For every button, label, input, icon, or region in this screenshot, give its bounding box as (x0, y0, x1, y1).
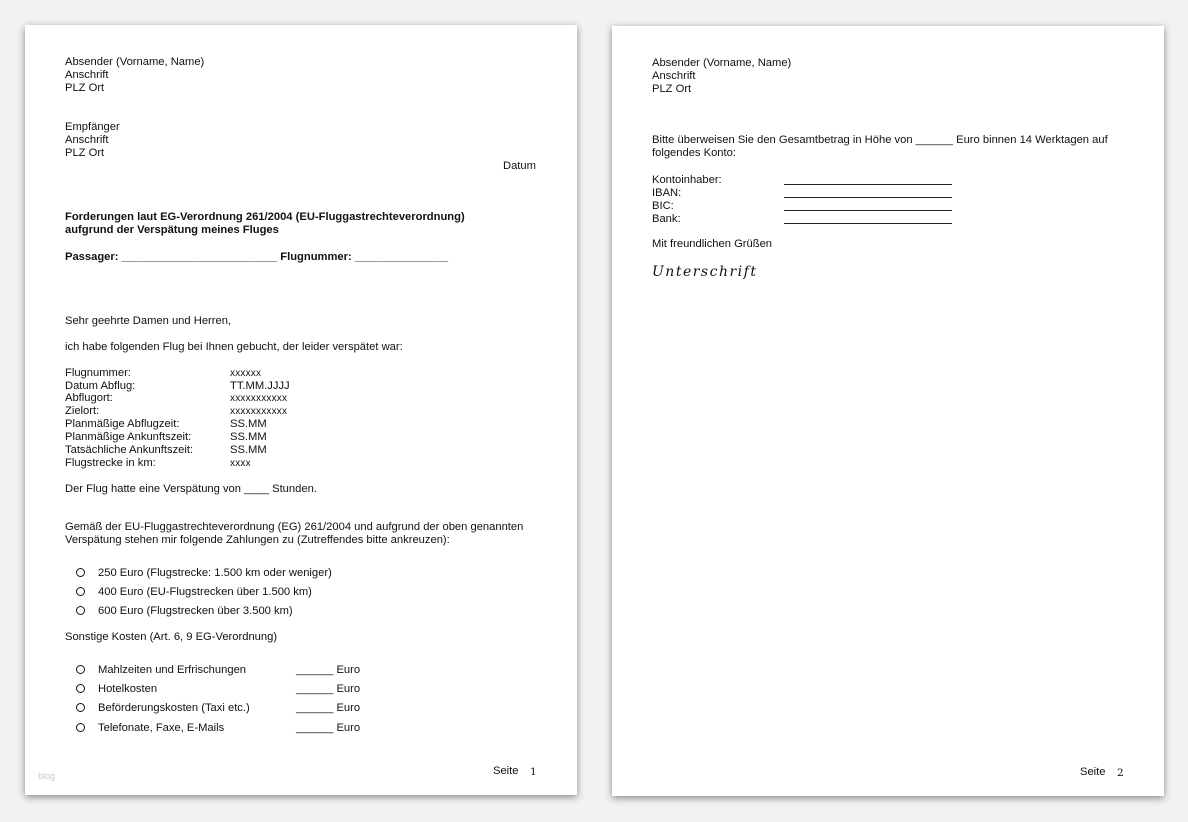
cost-checkbox[interactable] (76, 665, 85, 674)
cost-amount: ______ Euro (296, 702, 361, 714)
bank-line[interactable] (784, 223, 952, 224)
intro-text: ich habe folgenden Flug bei Ihnen gebucht, der leider verspätet war: (65, 341, 403, 353)
date-field: Datum (503, 160, 536, 172)
cost-item: Telefonate, Faxe, E-Mails (98, 722, 225, 734)
cost-item: Mahlzeiten und Erfrischungen (98, 664, 247, 676)
document-page-1 (25, 25, 577, 795)
flight-value: SS.MM (230, 444, 267, 456)
account-holder-line[interactable] (784, 184, 952, 185)
cost-checkbox[interactable] (76, 703, 85, 712)
flight-value: SS.MM (230, 431, 267, 443)
recipient-city: PLZ Ort (65, 147, 105, 159)
account-label: Kontoinhaber: (652, 174, 722, 186)
page-footer-label: Seite (1080, 766, 1106, 778)
transfer-text-1: Bitte überweisen Sie den Gesamtbetrag in Höhe von ______ Euro binnen 14 Werktagen auf (652, 134, 1108, 146)
cost-amount: ______ Euro (296, 664, 361, 676)
recipient-address: Anschrift (65, 134, 109, 146)
flight-label: Zielort: (65, 405, 100, 417)
cost-item: Beförderungskosten (Taxi etc.) (98, 702, 250, 714)
option-checkbox[interactable] (76, 606, 85, 615)
claim-text-2: Verspätung stehen mir folgende Zahlungen zu (Zutreffendes bitte ankreuzen): (65, 534, 450, 546)
delay-text: Der Flug hatte eine Verspätung von ____ Stunden. (65, 483, 317, 495)
sender-address: Anschrift (65, 69, 109, 81)
recipient-name: Empfänger (65, 121, 120, 133)
sender-address: Anschrift (652, 70, 696, 82)
flight-value: TT.MM.JJJJ (230, 380, 290, 392)
iban-line[interactable] (784, 197, 952, 198)
cost-checkbox[interactable] (76, 684, 85, 693)
compensation-option: 600 Euro (Flugstrecken über 3.500 km) (98, 605, 293, 617)
account-label: BIC: (652, 200, 674, 212)
sender-city: PLZ Ort (65, 82, 105, 94)
flight-label: Planmäßige Abflugzeit: (65, 418, 180, 430)
sender-city: PLZ Ort (652, 83, 692, 95)
passenger-line: Passager: _________________________ Flugnummer: _______________ (65, 251, 449, 263)
account-label: IBAN: (652, 187, 682, 199)
claim-text-1: Gemäß der EU-Fluggastrechteverordnung (EG) 261/2004 und aufgrund der oben genannten (65, 521, 524, 533)
cost-amount: ______ Euro (296, 722, 361, 734)
bic-line[interactable] (784, 210, 952, 211)
closing-text: Mit freundlichen Grüßen (652, 238, 773, 250)
account-label: Bank: (652, 213, 681, 225)
transfer-text-2: folgendes Konto: (652, 147, 736, 159)
flight-value: xxxxxx (230, 368, 262, 379)
signature: Unterschrift (652, 264, 758, 280)
flight-value: SS.MM (230, 418, 267, 430)
compensation-option: 250 Euro (Flugstrecke: 1.500 km oder weniger) (98, 567, 332, 579)
document-page-2 (612, 26, 1164, 796)
flight-label: Flugnummer: (65, 367, 131, 379)
sender-name: Absender (Vorname, Name) (65, 56, 205, 68)
page-number: 1 (530, 766, 537, 778)
cost-checkbox[interactable] (76, 723, 85, 732)
flight-label: Abflugort: (65, 392, 113, 404)
blog-watermark: blog (38, 771, 56, 781)
flight-label: Flugstrecke in km: (65, 457, 156, 469)
cost-item: Hotelkosten (98, 683, 158, 695)
flight-value: xxxx (230, 458, 251, 469)
option-checkbox[interactable] (76, 587, 85, 596)
option-checkbox[interactable] (76, 568, 85, 577)
compensation-option: 400 Euro (EU-Flugstrecken über 1.500 km) (98, 586, 312, 598)
flight-label: Datum Abflug: (65, 380, 136, 392)
flight-value: xxxxxxxxxxx (230, 406, 288, 417)
subject-line-2: aufgrund der Verspätung meines Fluges (65, 224, 279, 236)
sender-name: Absender (Vorname, Name) (652, 57, 792, 69)
subject-line-1: Forderungen laut EG-Verordnung 261/2004 (EU-Fluggastrechteverordnung) (65, 211, 465, 223)
page-footer-label: Seite (493, 765, 519, 777)
other-costs-heading: Sonstige Kosten (Art. 6, 9 EG-Verordnung) (65, 631, 278, 643)
flight-value: xxxxxxxxxxx (230, 393, 288, 404)
page-number: 2 (1117, 767, 1124, 779)
flight-label: Planmäßige Ankunftszeit: (65, 431, 192, 443)
flight-label: Tatsächliche Ankunftszeit: (65, 444, 194, 456)
cost-amount: ______ Euro (296, 683, 361, 695)
salutation: Sehr geehrte Damen und Herren, (65, 315, 232, 327)
